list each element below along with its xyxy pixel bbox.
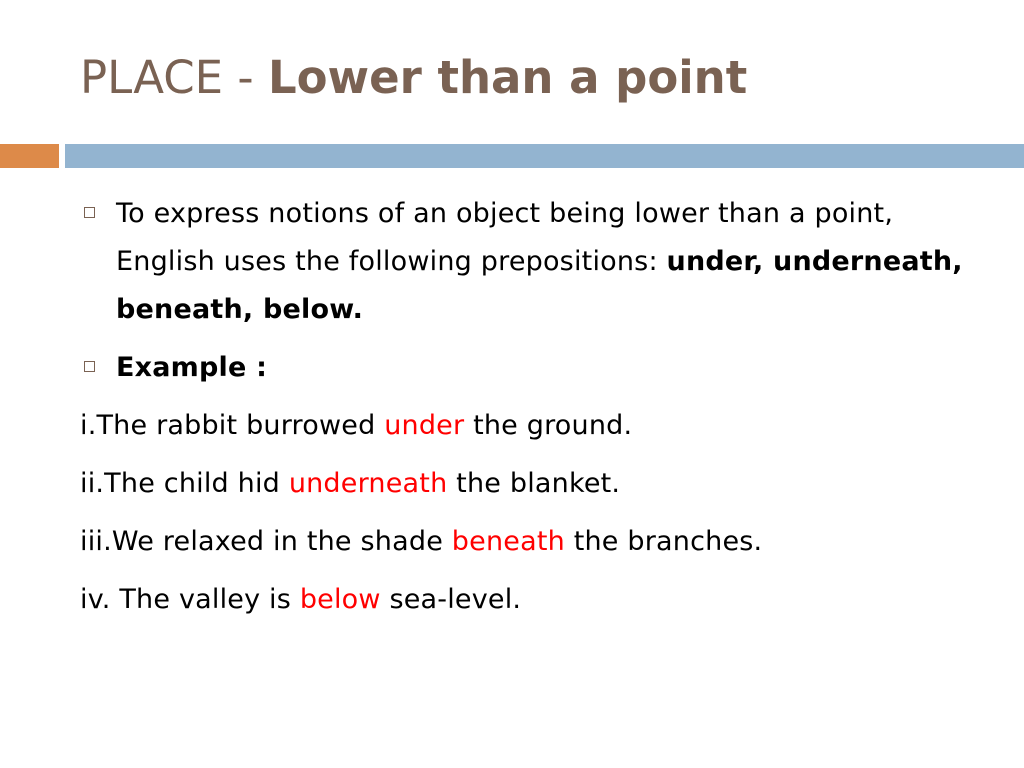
bullet-bold-text: under, underneath, beneath, below.: [116, 246, 963, 325]
example-line: [80, 402, 980, 450]
example-highlight: below: [299, 584, 381, 615]
example-prefix: iii.We relaxed in the shade: [80, 526, 452, 557]
example-highlight: under: [384, 410, 465, 441]
example-prefix: ii.The child hid: [80, 468, 289, 499]
bullet-item-example: [80, 344, 980, 392]
example-line: [80, 576, 980, 624]
title-emphasis: Lower than a point: [267, 51, 748, 104]
example-suffix: the branches.: [564, 526, 763, 557]
example-suffix: sea-level.: [380, 584, 522, 615]
slide-body: [80, 190, 980, 634]
example-suffix: the blanket.: [447, 468, 621, 499]
slide-title: [80, 52, 747, 104]
example-line: [80, 460, 980, 508]
title-prefix: PLACE -: [80, 51, 268, 104]
example-highlight: underneath: [288, 468, 448, 499]
example-prefix: iv. The valley is: [80, 584, 300, 615]
example-highlight: beneath: [451, 526, 565, 557]
example-line: [80, 518, 980, 566]
bullet-text: To express notions of an object being lower than a point, English uses the following prepositions:: [116, 198, 894, 277]
accent-bar-blue: [65, 144, 1024, 168]
square-bullet-icon: [84, 361, 95, 372]
example-suffix: the ground.: [464, 410, 633, 441]
square-bullet-icon: [84, 207, 95, 218]
bullet-item-prepositions: [80, 190, 980, 334]
example-prefix: i.The rabbit burrowed: [80, 410, 385, 441]
accent-bar-orange: [0, 144, 59, 168]
bullet-bold-text: Example :: [116, 352, 268, 383]
